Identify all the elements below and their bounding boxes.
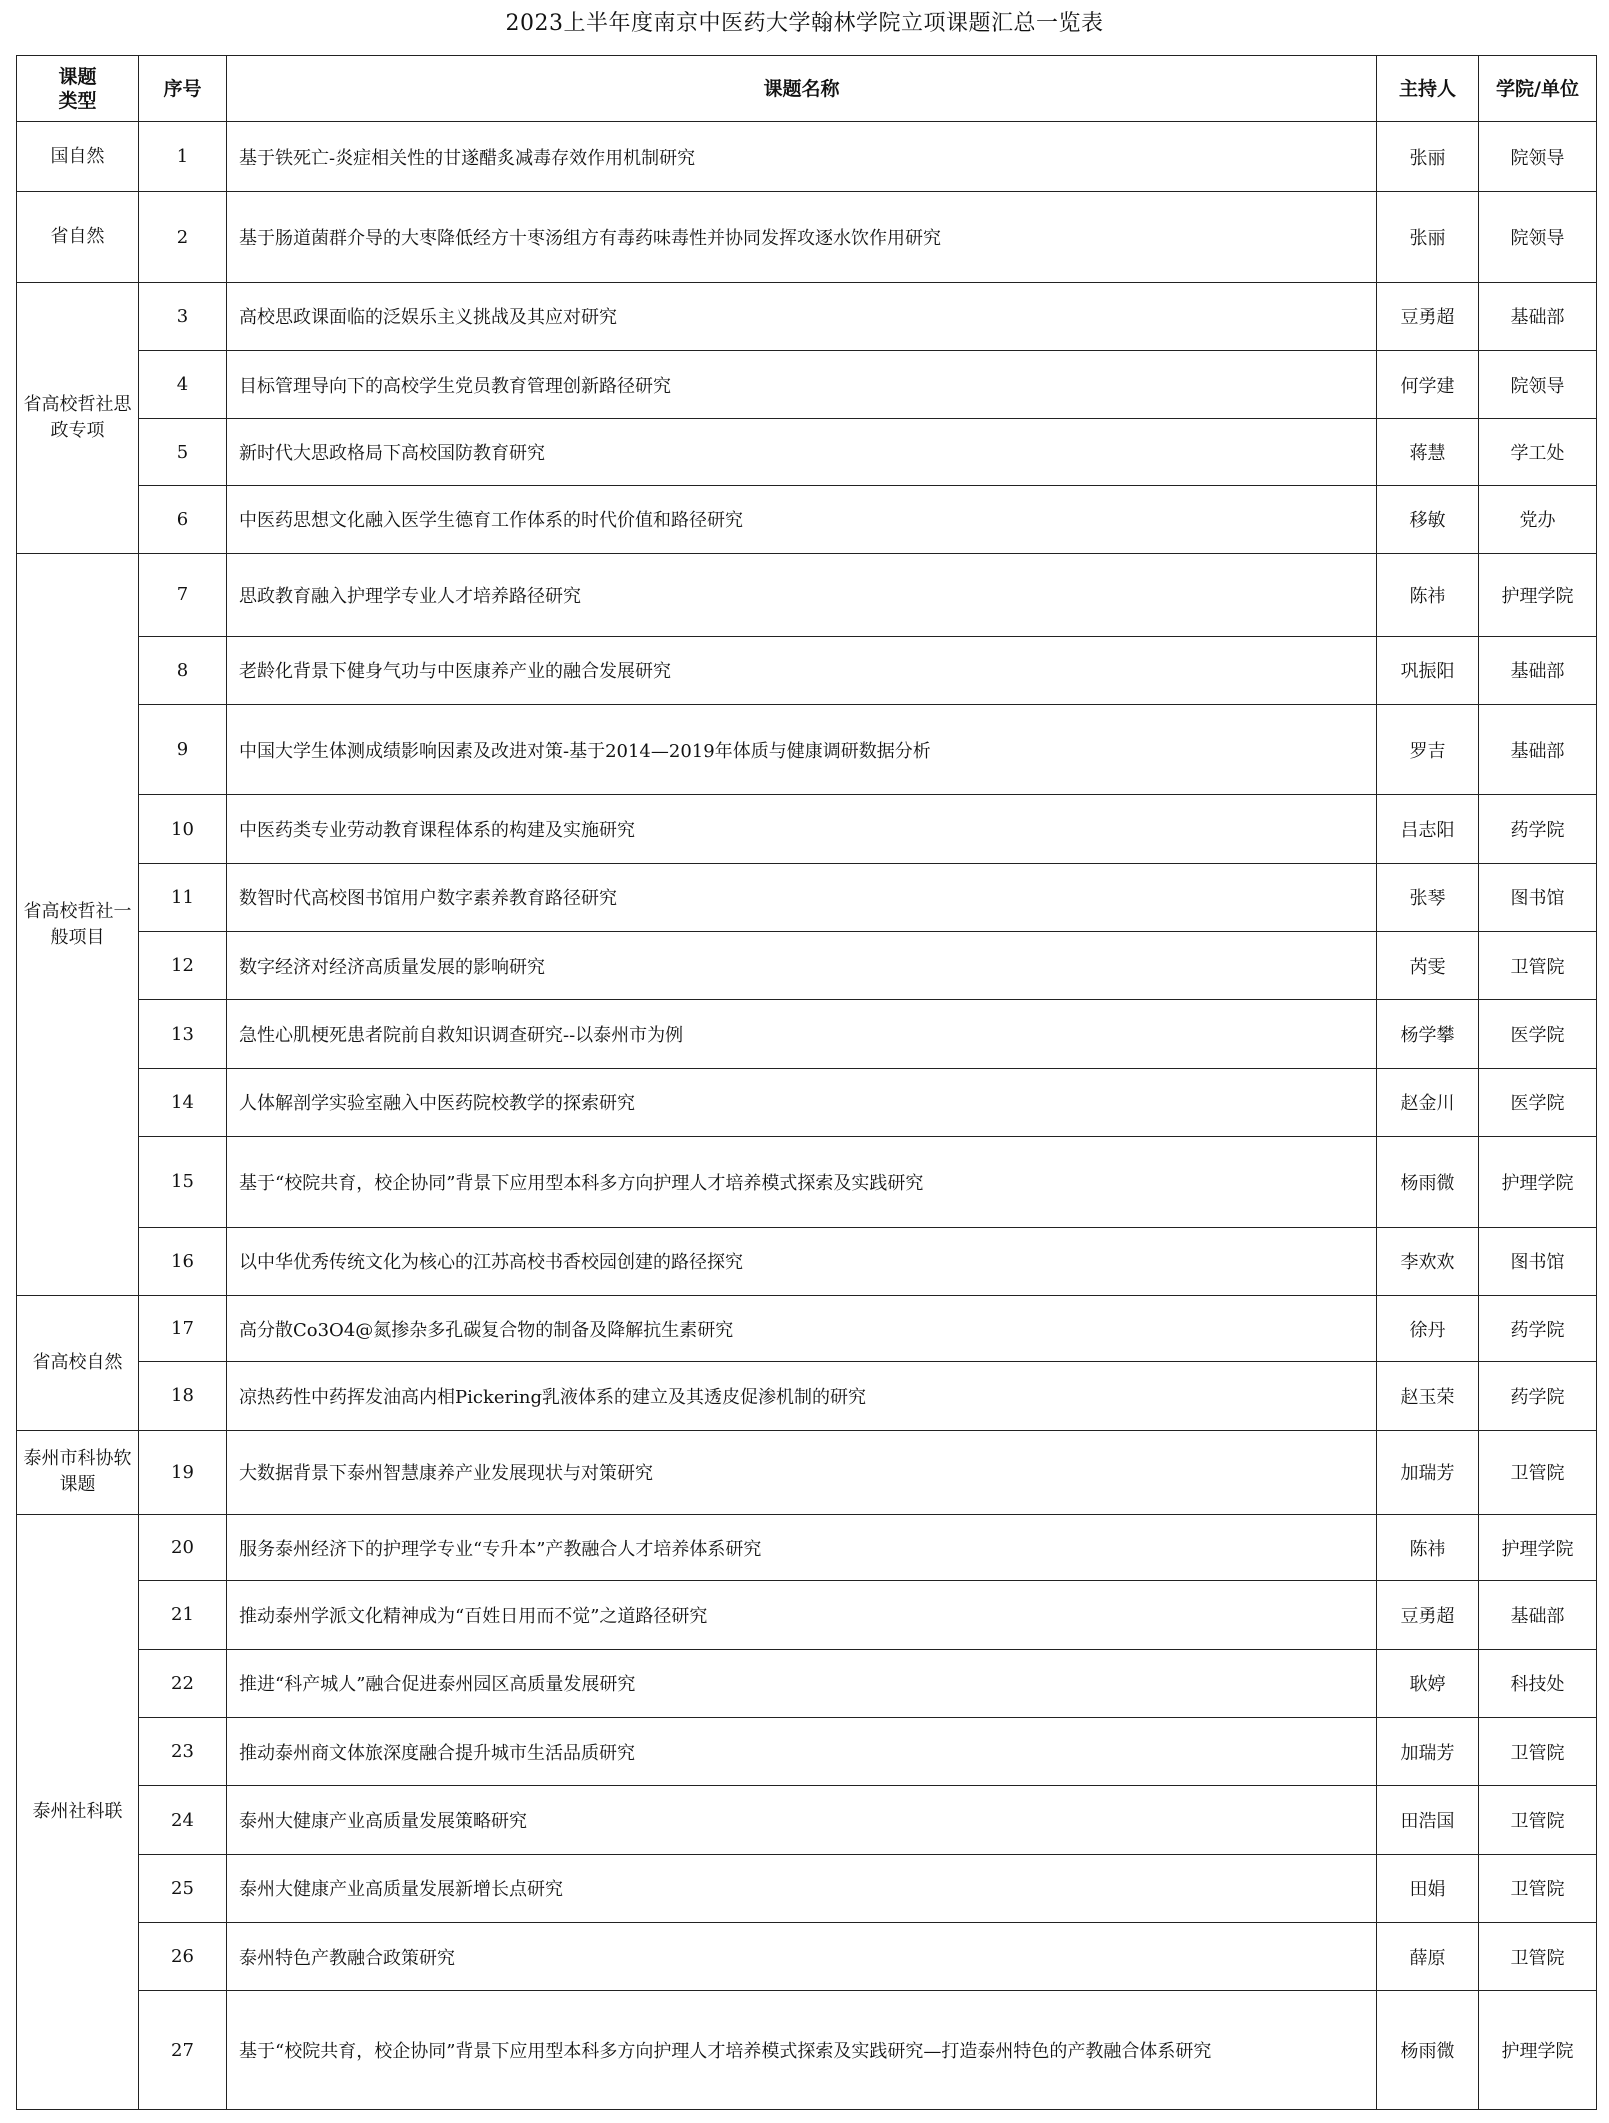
page-title: 2023上半年度南京中医药大学翰林学院立项课题汇总一览表 — [505, 11, 1104, 36]
host-cell: 加瑞芳 — [1377, 1430, 1479, 1514]
index-cell: 14 — [139, 1068, 227, 1136]
unit-cell: 卫管院 — [1479, 1854, 1597, 1922]
project-name-cell: 泰州大健康产业高质量发展新增长点研究 — [227, 1854, 1377, 1922]
unit-cell: 党办 — [1479, 485, 1597, 553]
index-cell: 24 — [139, 1786, 227, 1854]
unit-cell: 护理学院 — [1479, 1137, 1597, 1227]
table-row — [17, 192, 1597, 282]
table-row — [17, 636, 1597, 704]
project-name-cell: 中国大学生体测成绩影响因素及改进对策-基于2014—2019年体质与健康调研数据分析 — [227, 704, 1377, 794]
unit-cell: 护理学院 — [1479, 1991, 1597, 2110]
project-name-cell: 推动泰州商文体旅深度融合提升城市生活品质研究 — [227, 1717, 1377, 1785]
unit-cell: 图书馆 — [1479, 1227, 1597, 1295]
host-cell: 耿婷 — [1377, 1649, 1479, 1717]
header-category: 课题 类型 — [17, 56, 139, 122]
index-cell: 11 — [139, 863, 227, 931]
unit-cell: 卫管院 — [1479, 1786, 1597, 1854]
project-name-cell: 基于肠道菌群介导的大枣降低经方十枣汤组方有毒药味毒性并协同发挥攻逐水饮作用研究 — [227, 192, 1377, 282]
header-unit: 学院/单位 — [1479, 56, 1597, 122]
host-cell: 陈祎 — [1377, 554, 1479, 636]
index-cell: 20 — [139, 1514, 227, 1580]
category-label: 泰州社科联 — [32, 1800, 123, 1822]
project-name-cell: 高分散Co3O4@氮掺杂多孔碳复合物的制备及降解抗生素研究 — [227, 1295, 1377, 1361]
table-row — [17, 1430, 1597, 1514]
category-cell — [17, 122, 139, 192]
host-cell: 田浩国 — [1377, 1786, 1479, 1854]
host-cell: 蒋慧 — [1377, 419, 1479, 485]
table-row — [17, 1786, 1597, 1854]
unit-cell: 科技处 — [1479, 1649, 1597, 1717]
unit-cell: 卫管院 — [1479, 1923, 1597, 1991]
index-cell: 26 — [139, 1923, 227, 1991]
table-row — [17, 554, 1597, 636]
table-row — [17, 419, 1597, 485]
unit-cell: 基础部 — [1479, 282, 1597, 350]
host-cell: 豆勇超 — [1377, 1581, 1479, 1649]
index-cell: 6 — [139, 485, 227, 553]
index-cell: 10 — [139, 795, 227, 863]
index-cell: 27 — [139, 1991, 227, 2110]
index-cell: 13 — [139, 1000, 227, 1068]
category-label: 省高校自然 — [32, 1351, 123, 1373]
table-row — [17, 795, 1597, 863]
project-name-cell: 泰州特色产教融合政策研究 — [227, 1923, 1377, 1991]
project-name-cell: 泰州大健康产业高质量发展策略研究 — [227, 1786, 1377, 1854]
unit-cell: 医学院 — [1479, 1068, 1597, 1136]
index-cell: 7 — [139, 554, 227, 636]
project-name-cell: 基于铁死亡-炎症相关性的甘遂醋炙减毒存效作用机制研究 — [227, 122, 1377, 192]
table-row — [17, 932, 1597, 1000]
unit-cell: 卫管院 — [1479, 1717, 1597, 1785]
unit-cell: 卫管院 — [1479, 1430, 1597, 1514]
category-label: 省高校哲社思政专项 — [23, 393, 132, 441]
table-row — [17, 1581, 1597, 1649]
header-host: 主持人 — [1377, 56, 1479, 122]
project-name-cell: 老龄化背景下健身气功与中医康养产业的融合发展研究 — [227, 636, 1377, 704]
project-name-cell: 高校思政课面临的泛娱乐主义挑战及其应对研究 — [227, 282, 1377, 350]
category-cell — [17, 1295, 139, 1430]
header-name: 课题名称 — [227, 56, 1377, 122]
category-cell — [17, 192, 139, 282]
index-cell: 5 — [139, 419, 227, 485]
table-row — [17, 1717, 1597, 1785]
category-cell — [17, 554, 139, 1296]
unit-cell: 护理学院 — [1479, 1514, 1597, 1580]
index-cell: 1 — [139, 122, 227, 192]
host-cell: 何学建 — [1377, 351, 1479, 419]
host-cell: 徐丹 — [1377, 1295, 1479, 1361]
table-row — [17, 1362, 1597, 1430]
header-index: 序号 — [139, 56, 227, 122]
unit-cell: 卫管院 — [1479, 932, 1597, 1000]
table-row — [17, 704, 1597, 794]
table-row — [17, 122, 1597, 192]
table-row — [17, 1514, 1597, 1580]
unit-cell: 药学院 — [1479, 1295, 1597, 1361]
table-row — [17, 863, 1597, 931]
table-row — [17, 1991, 1597, 2110]
project-name-cell: 人体解剖学实验室融入中医药院校教学的探索研究 — [227, 1068, 1377, 1136]
index-cell: 19 — [139, 1430, 227, 1514]
host-cell: 张琴 — [1377, 863, 1479, 931]
host-cell: 罗吉 — [1377, 704, 1479, 794]
host-cell: 芮雯 — [1377, 932, 1479, 1000]
host-cell: 张丽 — [1377, 192, 1479, 282]
unit-cell: 基础部 — [1479, 704, 1597, 794]
category-label: 省自然 — [50, 226, 105, 248]
table-row — [17, 1068, 1597, 1136]
index-cell: 8 — [139, 636, 227, 704]
project-name-cell: 数智时代高校图书馆用户数字素养教育路径研究 — [227, 863, 1377, 931]
host-cell: 杨雨微 — [1377, 1137, 1479, 1227]
index-cell: 12 — [139, 932, 227, 1000]
project-name-cell: 基于“校院共育，校企协同”背景下应用型本科多方向护理人才培养模式探索及实践研究—打造泰州特色的产教融合体系研究 — [227, 1991, 1377, 2110]
host-cell: 薛原 — [1377, 1923, 1479, 1991]
host-cell: 加瑞芳 — [1377, 1717, 1479, 1785]
host-cell: 移敏 — [1377, 485, 1479, 553]
project-name-cell: 中医药思想文化融入医学生德育工作体系的时代价值和路径研究 — [227, 485, 1377, 553]
category-cell — [17, 1514, 139, 2109]
project-table — [16, 55, 1597, 2110]
host-cell: 赵玉荣 — [1377, 1362, 1479, 1430]
host-cell: 田娟 — [1377, 1854, 1479, 1922]
category-label: 泰州市科协软课题 — [23, 1448, 132, 1496]
unit-cell: 院领导 — [1479, 351, 1597, 419]
host-cell: 杨雨微 — [1377, 1991, 1479, 2110]
project-name-cell: 推进“科产城人”融合促进泰州园区高质量发展研究 — [227, 1649, 1377, 1717]
category-cell — [17, 1430, 139, 1514]
unit-cell: 基础部 — [1479, 636, 1597, 704]
unit-cell: 基础部 — [1479, 1581, 1597, 1649]
table-row — [17, 1295, 1597, 1361]
index-cell: 23 — [139, 1717, 227, 1785]
table-row — [17, 351, 1597, 419]
project-name-cell: 推动泰州学派文化精神成为“百姓日用而不觉”之道路径研究 — [227, 1581, 1377, 1649]
project-name-cell: 中医药类专业劳动教育课程体系的构建及实施研究 — [227, 795, 1377, 863]
category-label: 省高校哲社一般项目 — [23, 900, 132, 948]
project-name-cell: 数字经济对经济高质量发展的影响研究 — [227, 932, 1377, 1000]
project-name-cell: 目标管理导向下的高校学生党员教育管理创新路径研究 — [227, 351, 1377, 419]
host-cell: 赵金川 — [1377, 1068, 1479, 1136]
host-cell: 张丽 — [1377, 122, 1479, 192]
table-row — [17, 1227, 1597, 1295]
index-cell: 18 — [139, 1362, 227, 1430]
header-row — [17, 56, 1597, 122]
index-cell: 17 — [139, 1295, 227, 1361]
project-name-cell: 凉热药性中药挥发油高内相Pickering乳液体系的建立及其透皮促渗机制的研究 — [227, 1362, 1377, 1430]
table-row — [17, 1854, 1597, 1922]
index-cell: 3 — [139, 282, 227, 350]
host-cell: 吕志阳 — [1377, 795, 1479, 863]
unit-cell: 院领导 — [1479, 192, 1597, 282]
table-row — [17, 282, 1597, 350]
index-cell: 25 — [139, 1854, 227, 1922]
index-cell: 22 — [139, 1649, 227, 1717]
host-cell: 豆勇超 — [1377, 282, 1479, 350]
index-cell: 21 — [139, 1581, 227, 1649]
table-row — [17, 1137, 1597, 1227]
index-cell: 9 — [139, 704, 227, 794]
category-label: 国自然 — [50, 145, 105, 167]
index-cell: 15 — [139, 1137, 227, 1227]
index-cell: 4 — [139, 351, 227, 419]
unit-cell: 药学院 — [1479, 795, 1597, 863]
table-row — [17, 1649, 1597, 1717]
host-cell: 陈祎 — [1377, 1514, 1479, 1580]
project-name-cell: 大数据背景下泰州智慧康养产业发展现状与对策研究 — [227, 1430, 1377, 1514]
table-row — [17, 1923, 1597, 1991]
host-cell: 李欢欢 — [1377, 1227, 1479, 1295]
host-cell: 巩振阳 — [1377, 636, 1479, 704]
project-name-cell: 新时代大思政格局下高校国防教育研究 — [227, 419, 1377, 485]
project-name-cell: 急性心肌梗死患者院前自救知识调查研究--以泰州市为例 — [227, 1000, 1377, 1068]
unit-cell: 学工处 — [1479, 419, 1597, 485]
project-name-cell: 服务泰州经济下的护理学专业“专升本”产教融合人才培养体系研究 — [227, 1514, 1377, 1580]
unit-cell: 院领导 — [1479, 122, 1597, 192]
unit-cell: 药学院 — [1479, 1362, 1597, 1430]
category-cell — [17, 282, 139, 553]
table-row — [17, 485, 1597, 553]
host-cell: 杨学攀 — [1377, 1000, 1479, 1068]
project-name-cell: 以中华优秀传统文化为核心的江苏高校书香校园创建的路径探究 — [227, 1227, 1377, 1295]
unit-cell: 医学院 — [1479, 1000, 1597, 1068]
project-name-cell: 思政教育融入护理学专业人才培养路径研究 — [227, 554, 1377, 636]
table-row — [17, 1000, 1597, 1068]
index-cell: 16 — [139, 1227, 227, 1295]
index-cell: 2 — [139, 192, 227, 282]
project-name-cell: 基于“校院共育，校企协同”背景下应用型本科多方向护理人才培养模式探索及实践研究 — [227, 1137, 1377, 1227]
unit-cell: 护理学院 — [1479, 554, 1597, 636]
unit-cell: 图书馆 — [1479, 863, 1597, 931]
